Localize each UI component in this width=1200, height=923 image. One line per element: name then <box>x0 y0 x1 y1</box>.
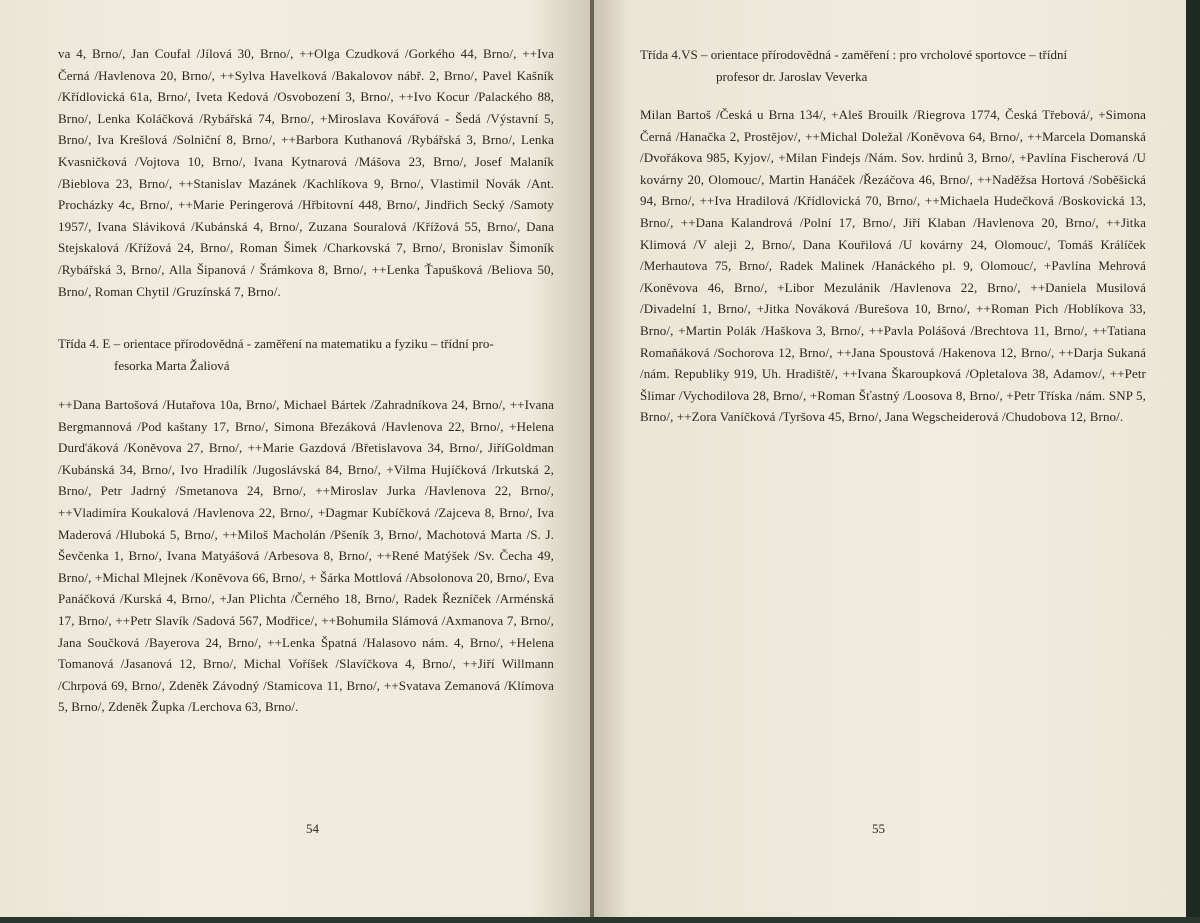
continuation-text: va 4, Brno/, Jan Coufal /Jílová 30, Brno/, ++Olga Czudková /Gorkého 44, Brno/, ++Iva Černá /Havlenova 20, Brno/, ++Sylva Havelková /Bakalovov nábř. 2, Brno/, Pavel Kašník /Křídlovická 61a, Brno/, Iveta Kedová /Osvobození 3, Brno/, ++Ivo Kocur /Palackého 88, Brno/, Lenka Koláčková /Rybářská 74, Brno/, +Miroslava Kovářová - Šedá /Výstavní 5, Brno/, Iva Krešlová /Solniční 8, Brno/, ++Barbora Kuthanová /Rybářská 3, Brno/, Lenka Kvasničková /Vojtova 10, Brno/, Ivana Kytnarová /Mášova 23, Brno/, Josef Malaník /Bieblova 23, Brno/, ++Stanislav Mazánek /Kachlíkova 9, Brno/, Vlastimil Novák /Ant. Procházky 4c, Brno/, ++Marie Peringerová /Hřbitovní 448, Brno/, Jindřich Secký /Samoty 1957/, Ivana Sláviková /Kubánská 4, Brno/, Zuzana Souralová /Křížová 55, Brno/, Dana Stejskalová /Křížová 24, Brno/, Roman Šimek /Charkovská 7, Brno/, Bronislav Šimoník /Rybářská 3, Brno/, Alla Šipanová / Šrámkova 8, Brno/, ++Lenka Ťapušková /Beliova 50, Brno/, Roman Chytil /Gruzínská 7, Brno/. <box>58 46 554 299</box>
right-page <box>594 0 1186 923</box>
class-list-4vs: Milan Bartoš /Česká u Brna 134/, +Aleš Brouilk /Riegrova 1774, Česká Třebová/, +Simona Černá /Hanačka 2, Prostějov/, ++Michal Doležal /Koněvova 64, Brno/, ++Marcela Domanská /Dvořákova 985, Kyjov/, +Milan Findejs /Nám. Sov. hrdinů 3, Brno/, +Pavlína Fischerová /U kovárny 20, Olomouc/, Martin Hanáček /Řezáčova 46, Brno/, ++Naděžsa Hortová /Soběšická 94, Brno/, ++Iva Hradilová /Křídlovická 70, Brno/, ++Michaela Hudečková /Boskovická 13, Brno/, ++Dana Kalandrová /Polní 17, Brno/, Jiří Klaban /Havlenova 20, Brno/, ++Jitka Klimová /V aleji 2, Brno/, Dana Kouřilová /U kovárny 24, Olomouc/, Tomáš Králíček /Merhautova 75, Brno/, Radek Malinek /Hanáckého pl. 9, Olomouc/, +Pavlína Mehrová /Koněvova 46, Brno/, +Libor Mezulánik /Havlenova 22, Brno/, ++Daniela Musilová /Divadelní 1, Brno/, +Jitka Nováková /Burešova 10, Brno/, ++Roman Pich /Hoblíkova 33, Brno/, +Martin Polák /Haškova 3, Brno/, ++Pavla Polášová /Brechtova 11, Brno/, ++Tatiana Romaňáková /Sochorova 12, Brno/, ++Jana Spoustová /Hakenova 12, Brno/, ++Darja Sukaná /nám. Republiky 919, Uh. Hradiště/, ++Ivana Škaroupková /Opletalova 38, Adamov/, ++Petr Šlimar /Vychodilova 28, Brno/, +Roman Šťastný /Loosova 8, Brno/, +Petr Tříska /nám. SNP 5, Brno/, ++Zora Vaníčková /Tyršova 45, Brno/, Jana Wegscheiderová /Chudobova 12, Brno/. <box>640 107 1146 425</box>
page-number-left: 54 <box>306 821 319 836</box>
class-heading-line1: Třída 4.VS – orientace přírodovědná - zaměření : pro vrcholové sportovce – třídní <box>640 47 1068 62</box>
class-heading-4e <box>58 333 558 376</box>
class-heading-line1: Třída 4. E – orientace přírodovědná - zaměření na matematiku a fyziku – třídní pro- <box>58 336 494 351</box>
page-number-right: 55 <box>872 821 885 836</box>
background-bottom <box>0 917 1200 923</box>
class-list-4e: ++Dana Bartošová /Hutařova 10a, Brno/, Michael Bártek /Zahradníkova 24, Brno/, ++Ivana Bergmannová /Pod kaštany 17, Brno/, Simona Březáková /Havlenova 22, Brno/, +Helena Durďáková /Koněvova 27, Brno/, ++Marie Gazdová /Břetislavova 34, Brno/, JiříGoldman /Kubánská 34, Brno/, Ivo Hradilík /Jugoslávská 84, Brno/, +Vilma Hujíčková /Irkutská 2, Brno/, Petr Jadrný /Smetanova 24, Brno/, ++Miroslav Jurka /Havlenova 22, Brno/, ++Vladimíra Koukalová /Havlenova 22, Brno/, +Dagmar Kubíčková /Zajceva 8, Brno/, Iva Maderová /Hluboká 5, Brno/, ++Miloš Macholán /Pšeník 3, Brno/, Machotová Marta /S. J. Ševčenka 1, Brno/, Ivana Matyášová /Arbesova 8, Brno/, ++René Matýšek /Sv. Čecha 49, Brno/, +Michal Mlejnek /Koněvova 66, Brno/, + Šárka Mottlová /Absolonova 20, Brno/, Eva Panáčková /Kurská 4, Brno/, +Jan Plichta /Černého 18, Brno/, Radek Řezníček /Arménská 17, Brno/, ++Petr Slavík /Sadová 567, Modřice/, ++Bohumila Slámová /Axmanova 7, Brno/, Jana Součková /Bayerova 24, Brno/, ++Lenka Špatná /Halasovo nám. 4, Brno/, +Helena Tomanová /Jasanová 12, Brno/, Michal Voříšek /Slavíčkova 4, Brno/, ++Jiří Willmann /Chrpová 69, Brno/, Zdeněk Závodný /Stamicova 11, Brno/, ++Svatava Zemanová /Klímova 5, Brno/, Zdeněk Župka /Lerchova 63, Brno/. <box>58 397 554 715</box>
class-heading-4vs <box>640 44 1160 87</box>
class-heading-line2: profesor dr. Jaroslav Veverka <box>716 68 868 84</box>
background-edge <box>1186 0 1200 923</box>
left-page <box>0 0 590 923</box>
class-heading-line2: fesorka Marta Žaliová <box>114 357 230 373</box>
